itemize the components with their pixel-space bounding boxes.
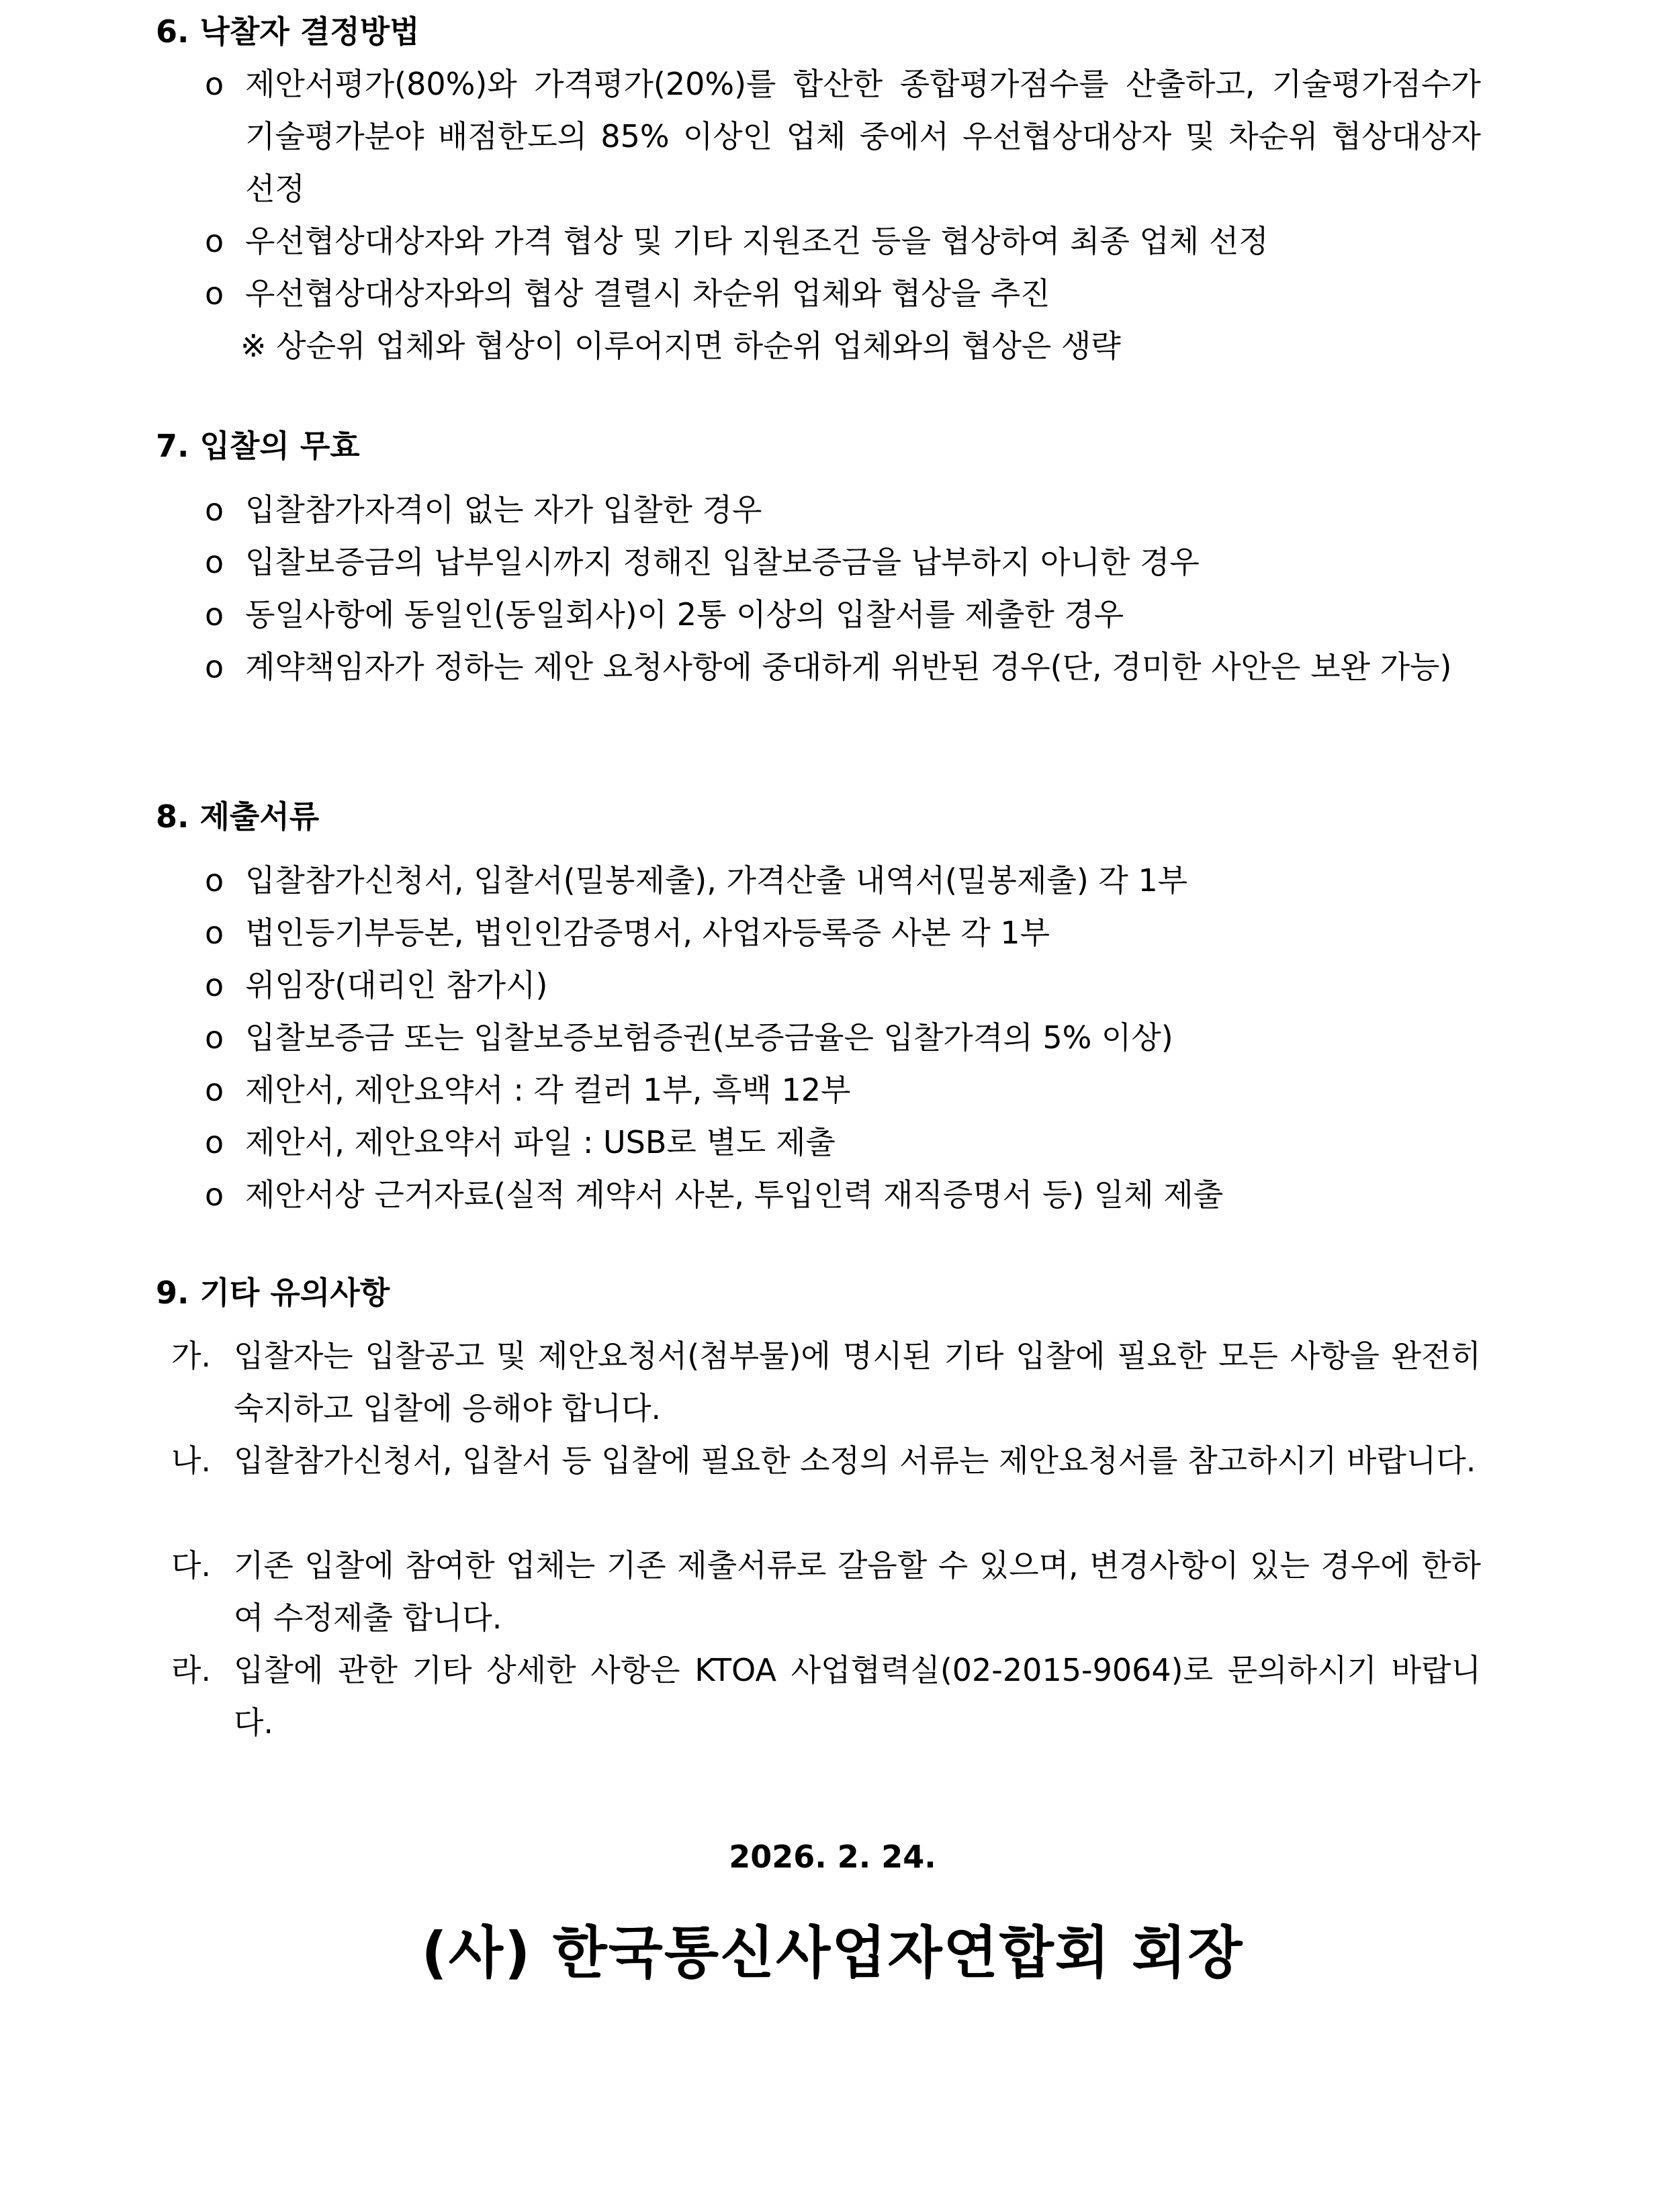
- bullet-marker: o: [205, 596, 224, 633]
- list-item: [171, 1330, 1481, 1434]
- item-text: 기존 입찰에 참여한 업체는 기존 제출서류로 갈음할 수 있으며, 변경사항이 있는 경우에 한하여 수정제출 합니다.: [234, 1547, 1481, 1636]
- list-item: [205, 1116, 1481, 1168]
- item-text: 동일사항에 동일인(동일회사)이 2통 이상의 입찰서를 제출한 경우: [245, 596, 1124, 633]
- list-item: [171, 1434, 1481, 1487]
- list-item: [205, 854, 1481, 907]
- item-text: 입찰보증금 또는 입찰보증보험증권(보증금율은 입찰가격의 5% 이상): [245, 1019, 1173, 1056]
- bullet-marker: o: [205, 862, 224, 898]
- list-item: [205, 907, 1481, 959]
- item-marker: 라.: [171, 1652, 212, 1688]
- item-text: 제안서, 제안요약서 : 각 컬러 1부, 흑백 12부: [245, 1072, 851, 1108]
- section-title-8: 8. 제출서류: [156, 798, 320, 835]
- list-item: [205, 641, 1481, 693]
- section-title-6: 6. 낙찰자 결정방법: [156, 13, 420, 50]
- item-text: 위임장(대리인 참가시): [245, 967, 548, 1003]
- section-title-7: 7. 입찰의 무효: [156, 428, 360, 464]
- item-text: 우선협상대상자와 가격 협상 및 기타 지원조건 등을 협상하여 최종 업체 선정: [245, 223, 1269, 259]
- list-item: [205, 959, 1481, 1011]
- item-text: 법인등기부등본, 법인인감증명서, 사업자등록증 사본 각 1부: [245, 915, 1050, 951]
- item-text: 우선협상대상자와의 협상 결렬시 차순위 업체와 협상을 추진: [245, 275, 1050, 312]
- item-text: 계약책임자가 정하는 제안 요청사항에 중대하게 위반된 경우(단, 경미한 사안은 보완 가능): [245, 649, 1452, 685]
- bullet-marker: o: [205, 223, 224, 259]
- item-text: 입찰보증금의 납부일시까지 정해진 입찰보증금을 납부하지 아니한 경우: [245, 544, 1200, 580]
- item-marker: 가.: [171, 1338, 212, 1374]
- document-date: 2026. 2. 24.: [729, 1839, 936, 1875]
- list-item: [205, 483, 1481, 536]
- item-text: 입찰참가자격이 없는 자가 입찰한 경우: [245, 492, 762, 528]
- item-text: 입찰참가신청서, 입찰서(밀봉제출), 가격산출 내역서(밀봉제출) 각 1부: [245, 862, 1188, 898]
- item-text: 입찰참가신청서, 입찰서 등 입찰에 필요한 소정의 서류는 제안요청서를 참고하시기 바랍니다.: [234, 1442, 1476, 1479]
- list-item: [205, 58, 1481, 215]
- list-item: [205, 1168, 1481, 1221]
- item-text: 입찰에 관한 기타 상세한 사항은 KTOA 사업협력실(02-2015-9064)로 문의하시기 바랍니다.: [234, 1652, 1481, 1741]
- list-item: [205, 536, 1481, 588]
- bullet-marker: o: [205, 915, 224, 951]
- item-text: 제안서, 제안요약서 파일 : USB로 별도 제출: [245, 1124, 836, 1160]
- list-item: [205, 267, 1481, 320]
- list-item: [205, 588, 1481, 641]
- note-text: ※ 상순위 업체와 협상이 이루어지면 하순위 업체와의 협상은 생략: [240, 328, 1121, 364]
- bullet-marker: o: [205, 1019, 224, 1056]
- bullet-marker: o: [205, 66, 224, 102]
- bullet-marker: o: [205, 967, 224, 1003]
- bullet-marker: o: [205, 649, 224, 685]
- item-text: 제안서상 근거자료(실적 계약서 사본, 투입인력 재직증명서 등) 일체 제출: [245, 1177, 1224, 1213]
- bullet-marker: o: [205, 1124, 224, 1160]
- bullet-marker: o: [205, 1072, 224, 1108]
- item-marker: 나.: [171, 1442, 212, 1479]
- list-item: [171, 1644, 1481, 1749]
- item-marker: 다.: [171, 1547, 212, 1583]
- issuer-signature: (사) 한국통신사업자연합회 회장: [421, 1920, 1244, 1986]
- bullet-marker: o: [205, 492, 224, 528]
- bullet-marker: o: [205, 1177, 224, 1213]
- list-item: [205, 1064, 1481, 1116]
- section-title-9: 9. 기타 유의사항: [156, 1275, 390, 1311]
- bullet-marker: o: [205, 544, 224, 580]
- list-item: [171, 1539, 1481, 1644]
- item-text: 제안서평가(80%)와 가격평가(20%)를 합산한 종합평가점수를 산출하고, 기술평가점수가 기술평가분야 배점한도의 85% 이상인 업체 중에서 우선협상대상자 및 차순위 협상대상자 선정: [245, 66, 1481, 207]
- item-text: 입찰자는 입찰공고 및 제안요청서(첨부물)에 명시된 기타 입찰에 필요한 모든 사항을 완전히 숙지하고 입찰에 응해야 합니다.: [234, 1338, 1481, 1426]
- bullet-marker: o: [205, 275, 224, 312]
- list-item: [205, 215, 1481, 267]
- list-item: [205, 1011, 1481, 1064]
